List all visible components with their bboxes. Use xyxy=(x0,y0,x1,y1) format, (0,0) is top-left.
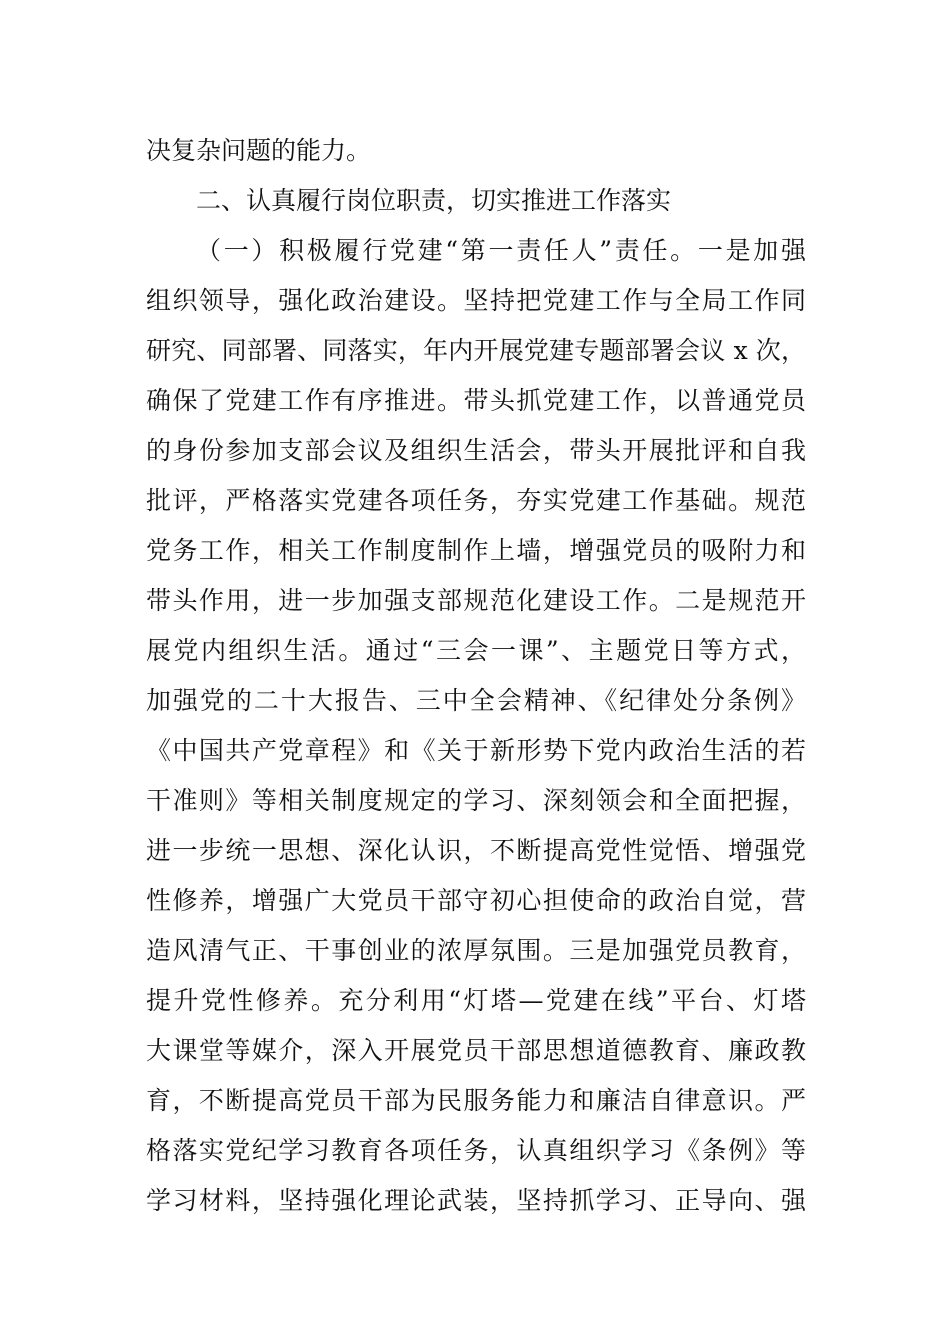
text-line: 造风清气正、干事创业的浓厚氛围。三是加强党员教育， xyxy=(146,936,806,965)
text-line: 的身份参加支部会议及组织生活会，带头开展批评和自我 xyxy=(146,436,806,465)
text-line: 学习材料，坚持强化理论武装，坚持抓学习、正导向、强 xyxy=(146,1186,806,1215)
text-line: 性修养，增强广大党员干部守初心担使命的政治自觉，营 xyxy=(146,886,806,915)
text-line: 批评，严格落实党建各项任务，夯实党建工作基础。规范 xyxy=(146,486,806,515)
text-line: 组织领导，强化政治建设。坚持把党建工作与全局工作同 xyxy=(146,286,806,315)
text-line: 带头作用，进一步加强支部规范化建设工作。二是规范开 xyxy=(146,586,806,615)
text-line: 展党内组织生活。通过“三会一课”、主题党日等方式， xyxy=(146,636,806,665)
text-line: 进一步统一思想、深化认识，不断提高党性觉悟、增强党 xyxy=(146,836,806,865)
text-line: 干准则》等相关制度规定的学习、深刻领会和全面把握， xyxy=(146,786,806,815)
text-line: 确保了党建工作有序推进。带头抓党建工作，以普通党员 xyxy=(146,386,806,415)
text-line: 研究、同部署、同落实，年内开展党建专题部署会议 x 次， xyxy=(146,336,806,365)
text-line: 加强党的二十大报告、三中全会精神、《纪律处分条例》 xyxy=(146,686,806,715)
text-line: 大课堂等媒介，深入开展党员干部思想道德教育、廉政教 xyxy=(146,1036,806,1065)
text-line: 提升党性修养。充分利用“灯塔—党建在线”平台、灯塔 xyxy=(146,986,806,1015)
text-line: 《中国共产党章程》和《关于新形势下党内政治生活的若 xyxy=(146,736,806,765)
text-line: 育，不断提高党员干部为民服务能力和廉洁自律意识。严 xyxy=(146,1086,806,1115)
text-line: 决复杂问题的能力。 xyxy=(146,136,372,165)
text-line: （一）积极履行党建“第一责任人”责任。一是加强 xyxy=(196,236,806,265)
section-heading: 二、认真履行岗位职责，切实推进工作落实 xyxy=(196,186,672,215)
text-line: 党务工作，相关工作制度制作上墙，增强党员的吸附力和 xyxy=(146,536,806,565)
text-line: 格落实党纪学习教育各项任务，认真组织学习《条例》等 xyxy=(146,1136,806,1165)
